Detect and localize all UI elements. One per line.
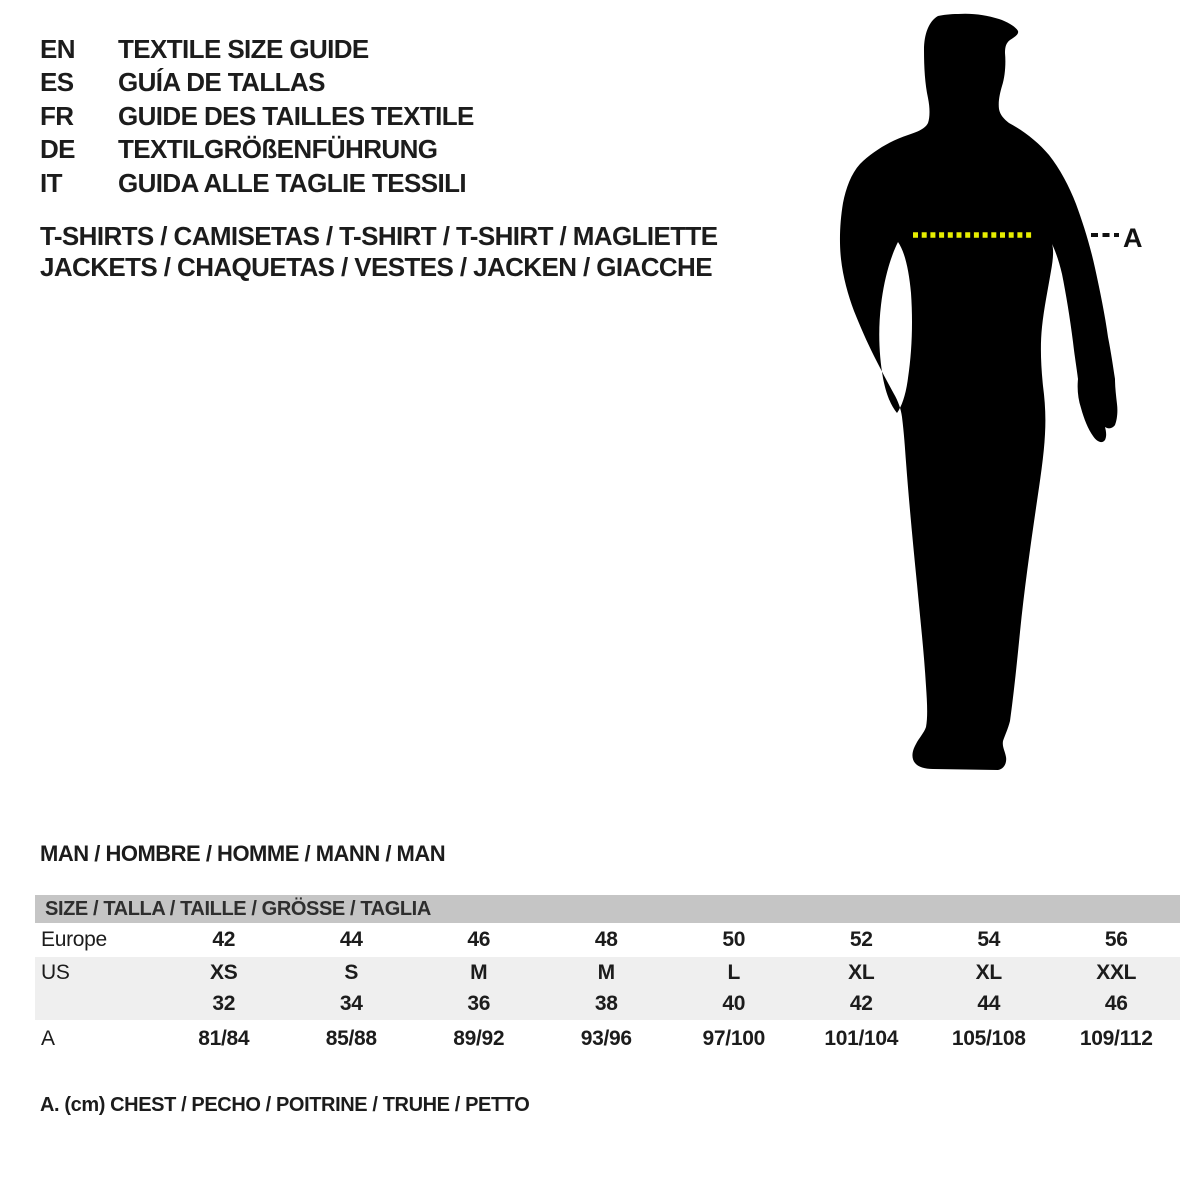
table-cell: XS xyxy=(210,960,238,984)
category-line-tshirts: T-SHIRTS / CAMISETAS / T-SHIRT / T-SHIRT / MAGLIETTE xyxy=(40,221,718,251)
table-cell: 42 xyxy=(212,928,236,951)
table-cell: 42 xyxy=(849,992,873,1015)
language-row xyxy=(40,66,474,99)
measurement-legend: A. (cm) CHEST / PECHO / POITRINE / TRUHE / PETTO xyxy=(40,1094,530,1116)
language-row xyxy=(40,100,474,133)
category-line-jackets: JACKETS / CHAQUETAS / VESTES / JACKEN / GIACCHE xyxy=(40,252,712,282)
table-row-chest-a xyxy=(35,1020,1180,1058)
table-cell: 46 xyxy=(467,928,491,951)
table-cell: 54 xyxy=(977,928,1001,951)
table-cell: L xyxy=(727,960,741,984)
table-cell: 52 xyxy=(849,928,873,951)
language-code: DE xyxy=(40,134,75,165)
table-cell: 38 xyxy=(594,992,618,1015)
language-code: ES xyxy=(40,67,74,98)
row-label: Europe xyxy=(41,928,107,951)
language-label: TEXTILGRÖßENFÜHRUNG xyxy=(118,134,438,165)
language-row xyxy=(40,33,474,66)
table-cell: 48 xyxy=(594,928,618,951)
table-cell: S xyxy=(344,960,359,984)
table-cell: XL xyxy=(848,960,875,984)
table-cell: 97/100 xyxy=(702,1027,765,1050)
table-cell: 40 xyxy=(722,992,746,1015)
table-cell: 85/88 xyxy=(325,1027,377,1050)
row-label: A xyxy=(41,1027,55,1050)
measurement-label-a: A xyxy=(1123,223,1143,253)
language-code: FR xyxy=(40,100,74,131)
table-cell: 32 xyxy=(212,992,236,1015)
table-cell: 44 xyxy=(977,992,1001,1015)
language-row xyxy=(40,133,474,166)
table-cell: M xyxy=(470,960,488,984)
table-cell: 46 xyxy=(1104,992,1128,1015)
man-silhouette xyxy=(840,14,1117,770)
table-cell: 34 xyxy=(339,992,363,1015)
section-title-man: MAN / HOMBRE / HOMME / MANN / MAN xyxy=(40,841,446,866)
table-cell: 36 xyxy=(467,992,491,1015)
table-cell: 44 xyxy=(339,928,363,951)
language-code: IT xyxy=(40,167,62,198)
table-cell: 56 xyxy=(1104,928,1128,951)
table-cell: 105/108 xyxy=(951,1027,1026,1050)
language-row xyxy=(40,167,474,200)
language-label: GUIDE DES TAILLES TEXTILE xyxy=(118,100,474,131)
table-cell: 101/104 xyxy=(824,1027,899,1050)
row-label: US xyxy=(41,960,70,984)
language-code: EN xyxy=(40,34,75,64)
language-label: TEXTILE SIZE GUIDE xyxy=(118,34,369,64)
table-cell: XL xyxy=(975,960,1002,984)
table-cell: 109/112 xyxy=(1079,1027,1153,1050)
table-cell: XXL xyxy=(1096,960,1137,984)
table-row-us-numeric xyxy=(35,988,1180,1020)
table-cell: 89/92 xyxy=(453,1027,505,1050)
table-cell: 50 xyxy=(722,928,746,951)
table-row-europe xyxy=(35,923,1180,957)
language-label: GUIDA ALLE TAGLIE TESSILI xyxy=(118,167,467,198)
table-cell: M xyxy=(597,960,615,984)
table-cell: 81/84 xyxy=(198,1027,250,1050)
size-table xyxy=(35,895,1180,1058)
product-categories xyxy=(40,221,718,283)
table-cell: 93/96 xyxy=(580,1027,632,1050)
language-list xyxy=(40,33,474,200)
table-row-us xyxy=(35,957,1180,988)
man-silhouette-figure xyxy=(820,0,1200,800)
size-table-header: SIZE / TALLA / TAILLE / GRÖSSE / TAGLIA xyxy=(35,895,1180,923)
language-label: GUÍA DE TALLAS xyxy=(118,67,325,98)
